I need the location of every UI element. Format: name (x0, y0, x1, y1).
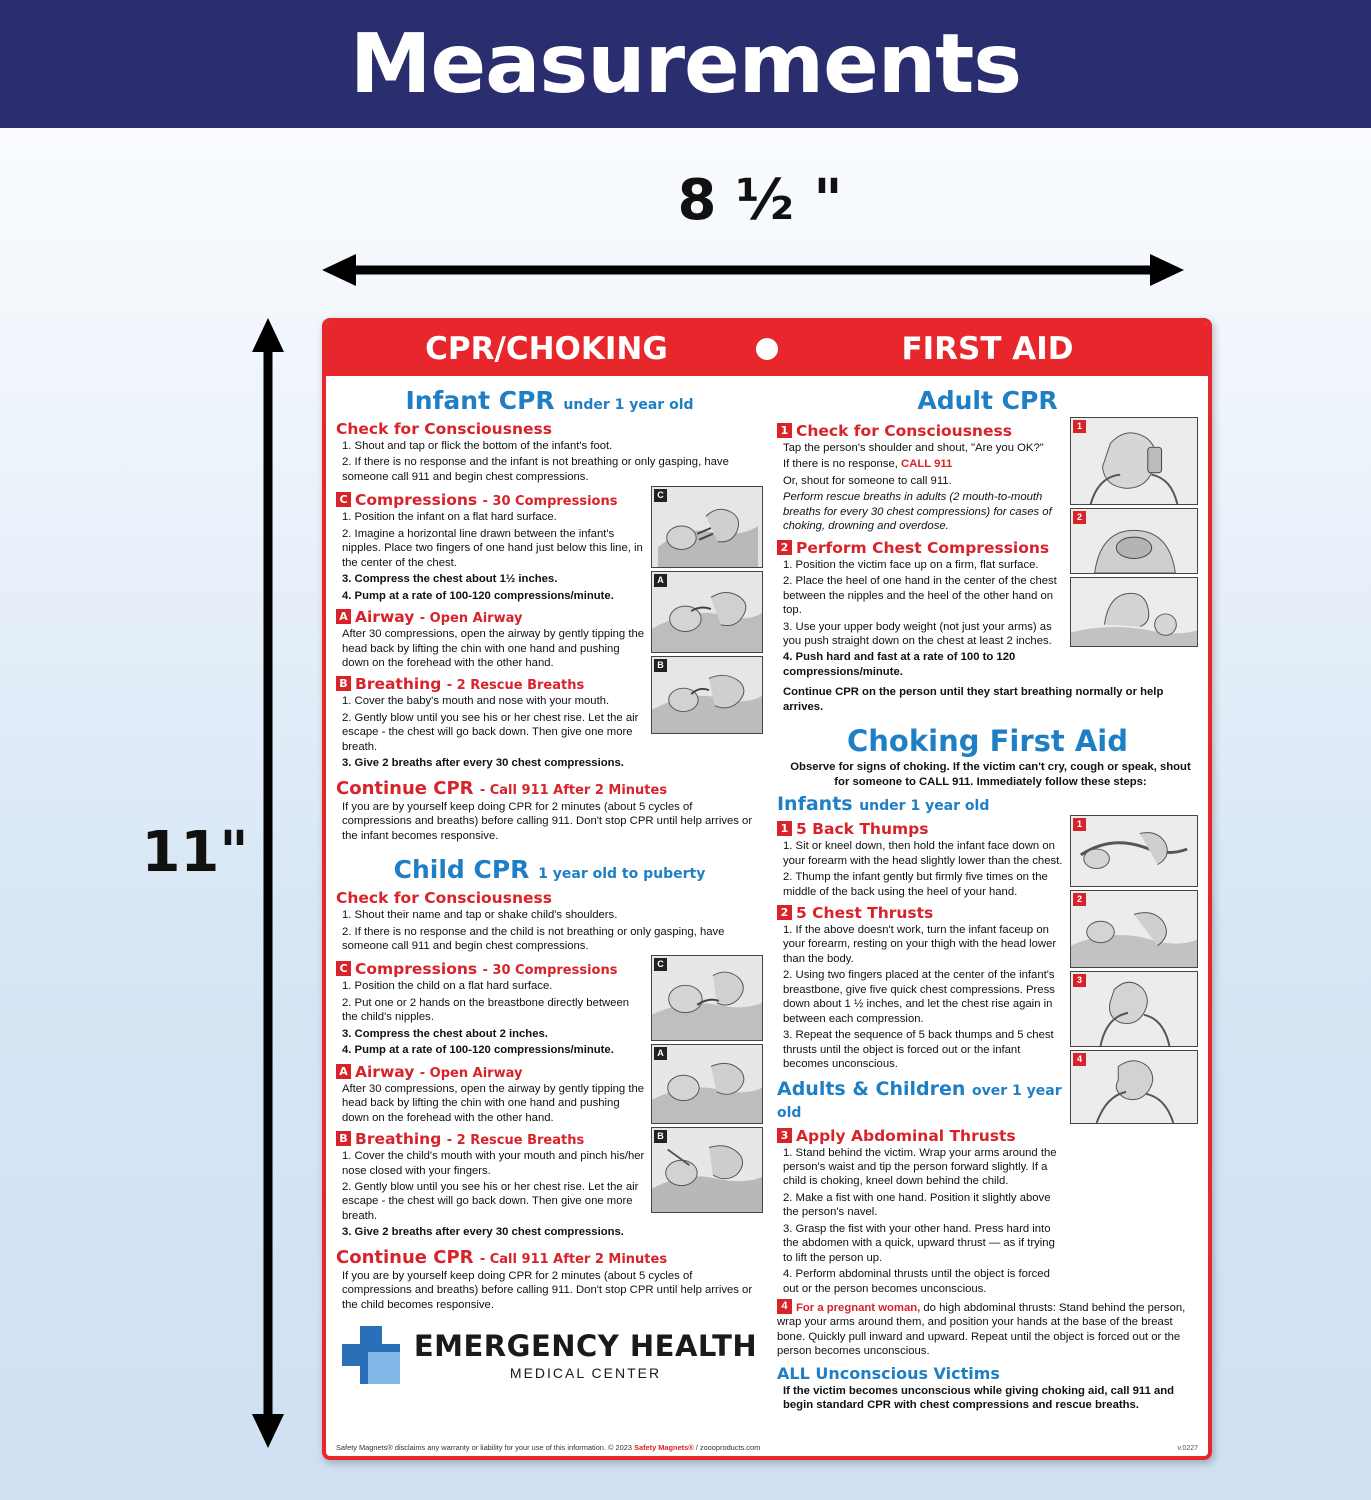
adult-compressions-item-1: 1. Position the victim face up on a firm, flat surface. (782, 558, 1039, 571)
adult-compressions-heading-text: Perform Chest Compressions (795, 538, 1050, 557)
child-compressions-heading (336, 960, 645, 978)
infant-breathing-heading (336, 675, 645, 693)
child-breathing-heading (336, 1130, 645, 1148)
photo-badge-c: C (654, 489, 667, 502)
back-thumps-heading (777, 820, 1064, 838)
pregnant-lead: For a pregnant woman, (795, 1302, 921, 1315)
infant-breathing-badge: B (336, 676, 351, 691)
chest-thrusts-item-3: 3. Repeat the sequence of 5 back thumps and 5 chest thrusts until the object is forced out or the infant becomes unconscious. (782, 1029, 1054, 1071)
infant-breathing-heading-text: Breathing (355, 675, 442, 694)
choking-sketch-4 (1071, 1051, 1197, 1123)
infant-compressions-item-2: 2. Imagine a horizontal line drawn between the infant's nipples. Place two fingers of one hand just below this line, in the center of the chest. (342, 527, 643, 569)
abdominal-item-3: 3. Grasp the fist with your other hand. Press hard into the abdomen with a quick, upward thrust — as if trying to lift the person up. (782, 1222, 1055, 1264)
left-column (336, 382, 771, 1415)
abdominal-thrusts-heading-text: Apply Abdominal Thrusts (795, 1126, 1016, 1145)
photo-badge-a-child: A (654, 1047, 667, 1060)
adult-compressions-item-2: 2. Place the heel of one hand in the center of the chest between the nipples and the heel of the other hand on top. (782, 575, 1057, 617)
choking-photo-2 (1070, 890, 1198, 968)
infant-consciousness-heading: Check for Consciousness (336, 420, 552, 438)
child-breathing-item-3: 3. Give 2 breaths after every 30 chest compressions. (342, 1226, 624, 1239)
child-compressions-photo (651, 955, 763, 1041)
height-dimension-label: 11" (141, 820, 249, 885)
child-compressions-item-1: 1. Position the child on a flat hard surface. (342, 980, 553, 993)
adult-no-response-text: If there is no response, (782, 458, 902, 471)
chest-thrusts-heading-text: 5 Chest Thrusts (795, 903, 934, 922)
header-title-left: CPR/CHOKING (425, 331, 668, 367)
adult-consciousness-heading-text: Check for Consciousness (795, 422, 1012, 440)
child-compressions-sub: - 30 Compressions (482, 963, 618, 979)
child-compressions-item-2: 2. Put one or 2 hands on the breastbone directly between the child's nipples. (342, 996, 630, 1024)
revision-code: v.0227 (1177, 1445, 1198, 1452)
choking-sketch-3 (1071, 972, 1197, 1046)
disclaimer-pre: Safety Magnets® disclaims any warranty or liability for your use of this information. © 2023 (336, 1443, 635, 1452)
infant-cpr-subtitle: under 1 year old (563, 397, 694, 413)
right-column (771, 382, 1198, 1415)
child-cpr-title-text: Child CPR (393, 855, 530, 885)
unconscious-victims-text: If the victim becomes unconscious while giving choking aid, call 911 and begin standard CPR with chest compressions and rescue breaths. (782, 1384, 1175, 1412)
child-breathing-sub: - 2 Rescue Breaths (446, 1133, 585, 1149)
infant-compressions-badge: C (336, 492, 351, 507)
abdominal-thrusts-heading (777, 1127, 1064, 1145)
infant-breathing-sub: - 2 Rescue Breaths (446, 678, 585, 694)
infant-continue-heading-text: Continue CPR (336, 777, 474, 799)
child-breathing-heading-text: Breathing (355, 1130, 442, 1149)
infant-consciousness-item-1: 1. Shout and tap or flick the bottom of the infant's foot. (342, 440, 613, 452)
photo-badge-2-adult: 2 (1073, 511, 1086, 524)
back-thumps-item-2: 2. Thump the infant gently but firmly five times on the middle of the back using the heel of your hand. (782, 871, 1048, 898)
adult-compressions-item-4: 4. Push hard and fast at a rate of 100 to 120 compressions/minute. (782, 651, 1016, 678)
child-breathing-sketch (652, 1128, 762, 1212)
infant-compressions-photo (651, 486, 763, 568)
medical-cross-icon (342, 1326, 400, 1384)
infant-airway-heading (336, 608, 645, 626)
child-cpr-title (336, 855, 763, 884)
back-thumps-item-1: 1. Sit or kneel down, then hold the infant face down on your forearm with the head slightly lower than the chest. (782, 840, 1063, 867)
child-cpr-illustrations (651, 955, 763, 1241)
child-airway-sub: - Open Airway (419, 1065, 523, 1081)
width-arrow (322, 252, 1184, 288)
child-breathing-item-2: 2. Gently blow until you see his or her chest rise. Let the air escape - the chest will go back down. Then give one more breath. (342, 1180, 639, 1222)
choking-adults-heading (777, 1078, 1064, 1122)
photo-badge-2-choke: 2 (1073, 893, 1086, 906)
infant-compressions-item-3: 3. Compress the chest about 1½ inches. (342, 573, 558, 586)
infant-airway-sub: - Open Airway (419, 611, 523, 627)
child-cpr-subtitle: 1 year old to puberty (538, 866, 706, 883)
height-arrow (250, 318, 286, 1448)
infant-compressions-item-1: 1. Position the infant on a flat hard surface. (342, 511, 557, 524)
infant-cpr-title (336, 386, 763, 415)
infant-continue-text: If you are by yourself keep doing CPR for 2 minutes (about 5 cycles of compressions and breaths) before calling 911. Don't stop CPR until help arrives or the infant becomes responsive. (342, 800, 753, 842)
photo-badge-3-choke: 3 (1073, 974, 1086, 987)
infant-compressions-item-4: 4. Pump at a rate of 100-120 compressions/minute. (342, 589, 614, 602)
chest-thrusts-item-1: 1. If the above doesn't work, turn the infant faceup on your forearm, resting on your thigh with the head lower than the body. (782, 923, 1057, 965)
child-compressions-heading-text: Compressions (355, 960, 478, 979)
infant-compressions-heading-text: Compressions (355, 491, 478, 510)
photo-badge-4-choke: 4 (1073, 1053, 1086, 1066)
pregnant-text: do high abdominal thrusts: Stand behind the person, wrap your arms around them, and position your hands at the base of the breast bone. Quickly pull inward and upward. Repeat until the object is forced out or the person becomes unconscious. (776, 1302, 1186, 1358)
infant-breathing-item-2: 2. Gently blow until you see his or her chest rise. Let the air escape - the chest will go back down. Then give one more breath. (342, 711, 639, 753)
child-airway-photo (651, 1044, 763, 1124)
chest-thrusts-badge: 2 (777, 905, 792, 920)
infant-airway-photo (651, 571, 763, 653)
abdominal-item-1: 1. Stand behind the victim. Wrap your arms around the person's waist and tip the person forward slightly. If a child is choking, kneel down behind the child. (782, 1146, 1057, 1188)
infant-continue-sub: - Call 911 After 2 Minutes (479, 782, 668, 798)
brand-logo-row (336, 1326, 763, 1384)
child-consciousness-heading: Check for Consciousness (336, 889, 552, 908)
infant-breathing-item-1: 1. Cover the baby's mouth and nose with your mouth. (342, 695, 610, 708)
adult-hand-placement-sketch (1071, 509, 1197, 573)
infant-cpr-illustrations (651, 486, 763, 772)
infant-continue-heading (336, 778, 763, 799)
child-airway-text: After 30 compressions, open the airway by gently tipping the head back by lifting the chin with one hand and pushing down on the forehead with the other hand. (342, 1082, 645, 1124)
abdominal-item-2: 2. Make a fist with one hand. Position it slightly above the person's navel. (782, 1191, 1051, 1219)
adult-compressions-heading (777, 539, 1064, 557)
unconscious-victims-heading: ALL Unconscious Victims (776, 1363, 1000, 1383)
header-title-right: FIRST AID (901, 331, 1074, 367)
infant-airway-badge: A (336, 609, 351, 624)
infant-consciousness-item-2: 2. If there is no response and the infant is not breathing or only gasping, have someone call 911 and begin chest compressions. (342, 456, 729, 483)
adult-compressions-badge: 2 (777, 540, 792, 555)
child-airway-heading-text: Airway (355, 1062, 415, 1081)
adult-cpr-title: Adult CPR (917, 386, 1058, 415)
adult-consciousness-line-2 (783, 457, 1064, 471)
infant-breathing-sketch (652, 657, 762, 733)
child-breathing-item-1: 1. Cover the child's mouth with your mouth and pinch his/her nose closed with your fingers. (342, 1150, 645, 1177)
poster-header (326, 322, 1208, 376)
choking-first-aid-title: Choking First Aid (846, 724, 1128, 759)
child-airway-badge: A (336, 1064, 351, 1079)
disclaimer (336, 1443, 1198, 1452)
back-thumps-badge: 1 (777, 821, 792, 836)
call-911-highlight: CALL 911 (901, 458, 953, 471)
choking-infants-sub: under 1 year old (859, 798, 990, 815)
child-continue-heading (336, 1247, 763, 1268)
back-thumps-heading-text: 5 Back Thumps (795, 820, 929, 839)
choking-photo-3 (1070, 971, 1198, 1047)
photo-badge-b-child: B (654, 1130, 667, 1143)
photo-badge-1-choke: 1 (1073, 818, 1086, 831)
adult-compressions-item-3: 3. Use your upper body weight (not just your arms) as you push straight down on the chest at least 2 inches. (782, 620, 1052, 647)
photo-badge-a: A (654, 574, 667, 587)
adult-consciousness-line-3: Or, shout for someone to call 911. (782, 474, 952, 487)
photo-badge-c-child: C (654, 958, 667, 971)
cpr-first-aid-poster (322, 318, 1212, 1460)
abdominal-item-4: 4. Perform abdominal thrusts until the object is forced out or the person becomes unconscious. (782, 1268, 1050, 1295)
brand-name: EMERGENCY HEALTH (413, 1329, 758, 1364)
abdominal-thrusts-badge: 3 (777, 1128, 792, 1143)
adult-cpr-illustrations (1070, 417, 1198, 681)
choking-photo-1 (1070, 815, 1198, 887)
photo-badge-1-adult: 1 (1073, 420, 1086, 433)
child-continue-heading-text: Continue CPR (336, 1246, 474, 1268)
infant-compressions-sub: - 30 Compressions (482, 494, 618, 510)
child-consciousness-item-1: 1. Shout their name and tap or shake child's shoulders. (342, 909, 618, 922)
choking-infants-heading (777, 793, 1198, 815)
child-airway-heading (336, 1063, 645, 1081)
pregnant-woman-note (777, 1299, 1198, 1359)
adult-rescue-breath-note: Perform rescue breaths in adults (2 mouth-to-mouth breaths for every 30 chest compressions) for cases of choking, drowning and overdose. (782, 491, 1052, 533)
infant-cpr-title-text: Infant CPR (405, 386, 555, 415)
child-continue-text: If you are by yourself keep doing CPR for 2 minutes (about 5 cycles of compressions and breaths) before calling 911. Don't stop CPR until help arrives or the child becomes responsive. (342, 1269, 753, 1311)
infant-compressions-heading (336, 491, 645, 509)
child-breathing-photo (651, 1127, 763, 1213)
choking-adults-sub: over 1 year old (776, 1082, 1062, 1121)
infant-breathing-item-3: 3. Give 2 breaths after every 30 chest compressions. (342, 757, 624, 770)
choking-infants-heading-text: Infants (776, 793, 853, 816)
adult-consciousness-line-1: Tap the person's shoulder and shout, "Are you OK?" (782, 442, 1044, 454)
child-compressions-item-3: 3. Compress the chest about 2 inches. (342, 1027, 548, 1040)
child-breathing-badge: B (336, 1131, 351, 1146)
adult-consciousness-badge: 1 (777, 423, 792, 438)
adult-compression-photo (1070, 577, 1198, 647)
child-consciousness-item-2: 2. If there is no response and the child is not breathing or only gasping, have someone call 911 and begin chest compressions. (342, 925, 725, 952)
child-compressions-item-4: 4. Pump at a rate of 100-120 compressions/minute. (342, 1044, 614, 1057)
infant-airway-text: After 30 compressions, open the airway by gently tipping the head back by lifting the chin with one hand and pushing down on the forehead with the other hand. (342, 628, 645, 669)
hang-hole-icon (756, 338, 778, 360)
adult-compression-sketch (1071, 578, 1197, 646)
adult-continue-note: Continue CPR on the person until they start breathing normally or help arrives. (782, 686, 1164, 713)
disclaimer-brand: Safety Magnets® (634, 1443, 694, 1452)
chest-thrusts-item-2: 2. Using two fingers placed at the center of the infant's breastbone, give five quick chest compressions. Press down about 1 ½ inches, and let the chest rise again in between each compression. (782, 969, 1055, 1025)
choking-adults-heading-text: Adults & Children (776, 1077, 966, 1100)
choking-photo-4 (1070, 1050, 1198, 1124)
choking-sketch-1 (1071, 816, 1197, 886)
measurements-banner (0, 0, 1371, 128)
adult-check-photo (1070, 417, 1198, 505)
page-title: Measurements (349, 16, 1022, 112)
infant-breathing-photo (651, 656, 763, 734)
adult-hand-placement-photo (1070, 508, 1198, 574)
child-compressions-sketch (652, 956, 762, 1040)
chest-thrusts-heading (777, 904, 1064, 922)
infant-compressions-sketch (652, 487, 762, 567)
adult-consciousness-heading (777, 422, 1064, 440)
child-airway-sketch (652, 1045, 762, 1123)
child-continue-sub: - Call 911 After 2 Minutes (479, 1251, 668, 1267)
adult-check-sketch (1071, 418, 1197, 504)
width-dimension-label: 8 ½ " (677, 168, 843, 233)
infant-airway-heading-text: Airway (355, 608, 415, 627)
pregnant-badge: 4 (777, 1299, 792, 1314)
brand-subtitle: MEDICAL CENTER (509, 1365, 662, 1382)
infant-airway-sketch (652, 572, 762, 652)
child-compressions-badge: C (336, 961, 351, 976)
photo-badge-b: B (654, 659, 667, 672)
choking-intro: Observe for signs of choking. If the victim can't cry, cough or speak, shout for someone to CALL 911. Immediately follow these steps: (790, 761, 1191, 788)
choking-sketch-2 (1071, 891, 1197, 967)
choking-illustrations (1070, 815, 1198, 1298)
disclaimer-post: / zoooproducts.com (693, 1443, 761, 1452)
